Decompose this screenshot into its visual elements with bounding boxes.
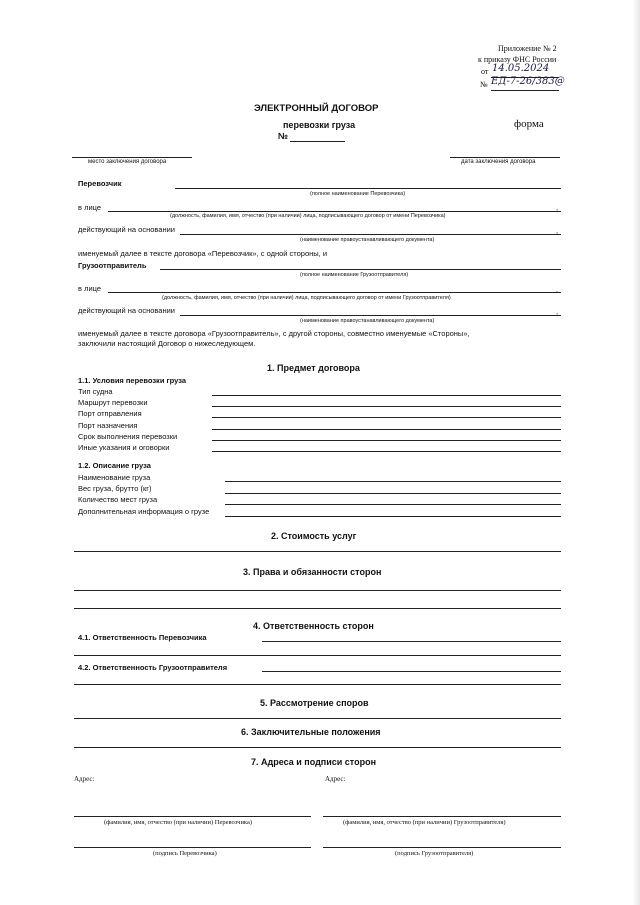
shipper-basis-caption: (наименование правоустанавливающего документа) bbox=[300, 318, 435, 324]
section1-heading: 1. Предмет договора bbox=[267, 363, 360, 373]
carrier-basis-comma: , bbox=[556, 226, 559, 235]
carrier-person-comma: , bbox=[556, 203, 559, 212]
shipper-in-person-label: в лице bbox=[78, 284, 102, 293]
shipper-person-caption: (должность, фамилия, имя, отчество (при наличии) лица, подписывающего договор от имени Грузоотправителя) bbox=[162, 295, 451, 301]
appendix-date-handwritten: 14.05.2024 bbox=[492, 63, 550, 74]
cond-ship-type-field[interactable] bbox=[212, 395, 561, 396]
document-title: ЭЛЕКТРОННЫЙ ДОГОВОР bbox=[254, 103, 379, 114]
shipper-label: Грузоотправитель bbox=[78, 261, 147, 270]
carrier-liability-field-1[interactable] bbox=[262, 641, 561, 642]
cargo-name-label: Наименование груза bbox=[78, 473, 151, 482]
shipper-name-field[interactable] bbox=[160, 269, 561, 270]
carrier-named-text: именуемый далее в тексте договора «Перевозчик», с одной стороны, и bbox=[78, 249, 328, 258]
carrier-person-caption: (должность, фамилия, имя, отчество (при наличии) лица, подписывающего договор от имени Перевозчика) bbox=[170, 213, 446, 219]
section3-field-1[interactable] bbox=[74, 590, 561, 591]
date-caption: дата заключения договора bbox=[461, 159, 536, 165]
shipper-acting-basis-label: действующий на основании bbox=[78, 306, 175, 315]
carrier-acting-basis-label: действующий на основании bbox=[78, 225, 175, 234]
cargo-pieces-label: Количество мест груза bbox=[78, 495, 158, 504]
cond-route-field[interactable] bbox=[212, 406, 561, 407]
carrier-label: Перевозчик bbox=[78, 179, 122, 188]
shipper-liability-field-2[interactable] bbox=[74, 684, 561, 685]
shipper-liability-field-1[interactable] bbox=[262, 671, 561, 672]
shipper-signature-caption: (подпись Грузоотправителя) bbox=[395, 850, 474, 857]
contract-number-label: № bbox=[278, 131, 289, 141]
appendix-from-label: от bbox=[481, 67, 489, 76]
shipper-fio-caption: (фамилия, имя, отчество (при наличии) Грузоотправителя) bbox=[343, 819, 506, 826]
section1-sub2-heading: 1.2. Описание груза bbox=[78, 461, 151, 470]
form-label: форма bbox=[514, 118, 544, 130]
cond-other-field[interactable] bbox=[212, 451, 561, 452]
section4-sub1-label: 4.1. Ответственность Перевозчика bbox=[78, 633, 207, 642]
section6-field[interactable] bbox=[74, 747, 561, 748]
document-subtitle: перевозки груза bbox=[283, 120, 356, 130]
appendix-number-line bbox=[491, 90, 559, 91]
section2-heading: 2. Стоимость услуг bbox=[271, 531, 357, 541]
shipper-signature-field[interactable] bbox=[323, 847, 561, 848]
section1-sub1-heading: 1.1. Условия перевозки груза bbox=[78, 376, 186, 385]
shipper-name-caption: (полное наименование Грузоотправителя) bbox=[300, 272, 409, 278]
carrier-basis-caption: (наименование правоустанавливающего документа) bbox=[300, 237, 435, 243]
shipper-basis-comma: , bbox=[556, 307, 559, 316]
shipper-person-field[interactable] bbox=[108, 292, 561, 293]
carrier-signature-caption: (подпись Перевозчика) bbox=[153, 850, 217, 857]
cond-ship-type-label: Тип судна bbox=[78, 387, 113, 396]
appendix-line2: к приказу ФНС России bbox=[478, 55, 557, 64]
cargo-pieces-field[interactable] bbox=[225, 504, 561, 505]
shipper-address-label: Адрес: bbox=[325, 775, 346, 783]
shipper-named-text-2: заключили настоящий Договор о нижеследующем. bbox=[78, 339, 256, 348]
cargo-weight-label: Вес груза, брутто (кг) bbox=[78, 484, 152, 493]
cargo-additional-label: Дополнительная информация о грузе bbox=[78, 507, 210, 516]
cond-destination-port-label: Порт назначения bbox=[78, 421, 138, 430]
carrier-liability-field-2[interactable] bbox=[74, 655, 561, 656]
section3-heading: 3. Права и обязанности сторон bbox=[243, 567, 382, 577]
cond-departure-port-label: Порт отправления bbox=[78, 409, 142, 418]
cond-departure-port-field[interactable] bbox=[212, 417, 561, 418]
appendix-line1: Приложение № 2 bbox=[498, 44, 557, 53]
carrier-address-label: Адрес: bbox=[74, 775, 95, 783]
cond-term-field[interactable] bbox=[212, 440, 561, 441]
cargo-name-field[interactable] bbox=[225, 481, 561, 482]
carrier-name-field[interactable] bbox=[175, 188, 561, 189]
section4-heading: 4. Ответственность сторон bbox=[253, 621, 374, 631]
cargo-weight-field[interactable] bbox=[225, 493, 561, 494]
section7-heading: 7. Адреса и подписи сторон bbox=[251, 757, 377, 767]
carrier-in-person-label: в лице bbox=[78, 203, 102, 212]
carrier-name-caption: (полное наименование Перевозчика) bbox=[310, 191, 406, 197]
cond-route-label: Маршрут перевозки bbox=[78, 398, 148, 407]
shipper-fio-field[interactable] bbox=[323, 816, 561, 817]
section3-field-2[interactable] bbox=[74, 608, 561, 609]
contract-number-field[interactable] bbox=[290, 141, 345, 142]
place-field[interactable] bbox=[72, 157, 192, 158]
shipper-person-comma: , bbox=[556, 285, 559, 294]
place-caption: место заключения договора bbox=[88, 159, 167, 165]
carrier-fio-field[interactable] bbox=[74, 816, 311, 817]
appendix-num-label: № bbox=[480, 80, 488, 89]
carrier-signature-field[interactable] bbox=[74, 847, 311, 848]
section6-heading: 6. Заключительные положения bbox=[241, 727, 381, 737]
section5-field[interactable] bbox=[74, 718, 561, 719]
shipper-basis-field[interactable] bbox=[180, 315, 561, 316]
cond-other-label: Иные указания и оговорки bbox=[78, 443, 170, 452]
carrier-person-field[interactable] bbox=[108, 211, 561, 212]
section2-field[interactable] bbox=[74, 551, 561, 552]
scan-page-edge bbox=[632, 0, 640, 905]
cargo-additional-field[interactable] bbox=[225, 516, 561, 517]
cond-destination-port-field[interactable] bbox=[212, 429, 561, 430]
shipper-named-text-1: именуемый далее в тексте договора «Грузоотправитель», с другой стороны, совместно именуемые «Стороны», bbox=[78, 329, 470, 338]
date-field[interactable] bbox=[450, 157, 560, 158]
section5-heading: 5. Рассмотрение споров bbox=[260, 698, 369, 708]
carrier-fio-caption: (фамилия, имя, отчество (при наличии) Перевозчика) bbox=[104, 819, 253, 826]
section4-sub2-label: 4.2. Ответственность Грузоотправителя bbox=[78, 663, 228, 672]
appendix-number-handwritten: ЕД-7-26/383@ bbox=[491, 76, 565, 87]
carrier-basis-field[interactable] bbox=[180, 234, 561, 235]
cond-term-label: Срок выполнения перевозки bbox=[78, 432, 178, 441]
